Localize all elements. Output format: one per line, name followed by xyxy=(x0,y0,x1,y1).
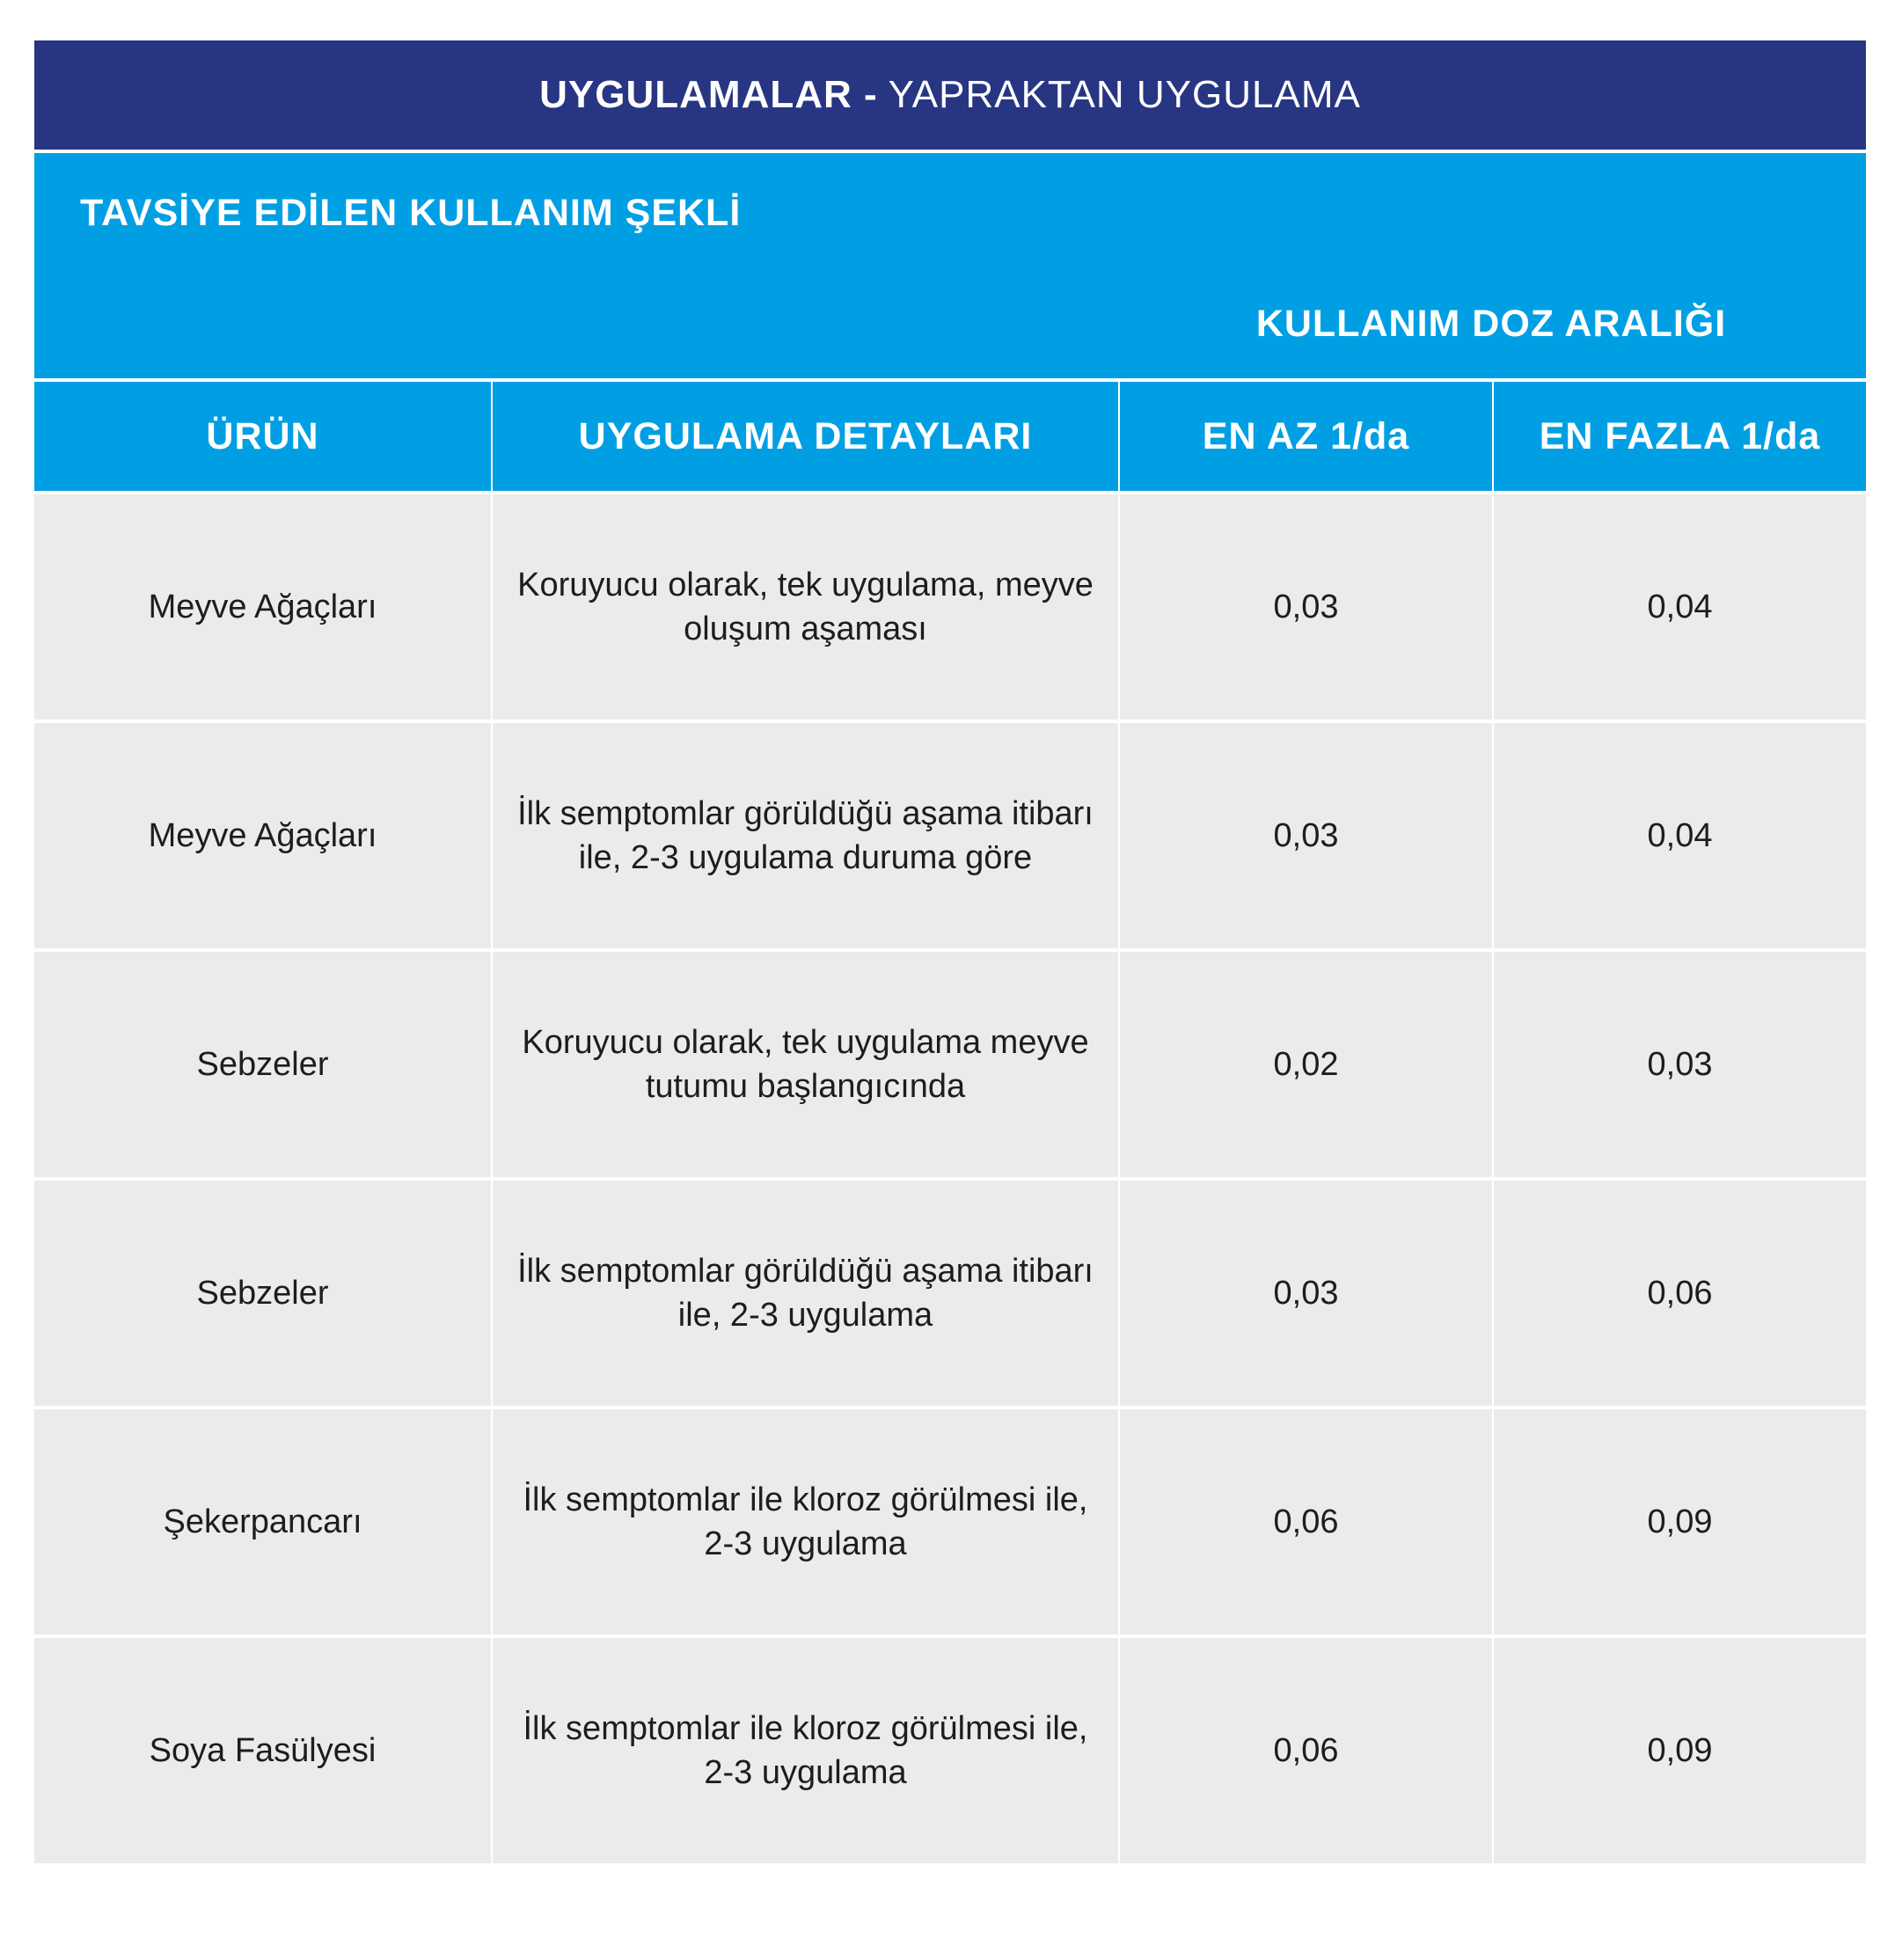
cell-min-dose: 0,03 xyxy=(1120,494,1492,720)
cell-max-dose: 0,09 xyxy=(1494,1409,1866,1635)
cell-min-dose: 0,06 xyxy=(1120,1638,1492,1863)
cell-details: İlk semptomlar görüldüğü aşama itibarı ile, 2-3 uygulama xyxy=(493,1181,1118,1406)
recommended-usage-label: TAVSİYE EDİLEN KULLANIM ŞEKLİ xyxy=(80,192,742,234)
cell-details: İlk semptomlar ile kloroz görülmesi ile, 2-3 uygulama xyxy=(493,1409,1118,1635)
dose-range-label: KULLANIM DOZ ARALIĞI xyxy=(1255,303,1727,345)
cell-product: Meyve Ağaçları xyxy=(34,494,491,720)
cell-details: İlk semptomlar ile kloroz görülmesi ile, 2-3 uygulama xyxy=(493,1638,1118,1863)
cell-max-dose: 0,03 xyxy=(1494,952,1866,1177)
cell-product: Şekerpancarı xyxy=(34,1409,491,1635)
column-header-details: UYGULAMA DETAYLARI xyxy=(493,382,1118,491)
column-header-min-dose: EN AZ 1/da xyxy=(1120,382,1492,491)
cell-min-dose: 0,03 xyxy=(1120,723,1492,948)
application-table xyxy=(34,40,1866,1863)
cell-product: Sebzeler xyxy=(34,952,491,1177)
cell-max-dose: 0,04 xyxy=(1494,494,1866,720)
cell-min-dose: 0,02 xyxy=(1120,952,1492,1177)
cell-max-dose: 0,06 xyxy=(1494,1181,1866,1406)
cell-max-dose: 0,09 xyxy=(1494,1638,1866,1863)
section-header xyxy=(34,153,1866,378)
column-header-max-dose: EN FAZLA 1/da xyxy=(1494,382,1866,491)
cell-details: Koruyucu olarak, tek uygulama, meyve oluşum aşaması xyxy=(493,494,1118,720)
cell-details: Koruyucu olarak, tek uygulama meyve tutumu başlangıcında xyxy=(493,952,1118,1177)
title-bold: UYGULAMALAR - xyxy=(539,73,878,116)
column-header-product: ÜRÜN xyxy=(34,382,491,491)
cell-details: İlk semptomlar görüldüğü aşama itibarı ile, 2-3 uygulama duruma göre xyxy=(493,723,1118,948)
cell-max-dose: 0,04 xyxy=(1494,723,1866,948)
cell-product: Sebzeler xyxy=(34,1181,491,1406)
cell-min-dose: 0,03 xyxy=(1120,1181,1492,1406)
dose-table xyxy=(34,382,1866,1863)
table-title-bar xyxy=(34,40,1866,150)
title-light: YAPRAKTAN UYGULAMA xyxy=(888,73,1361,116)
cell-product: Meyve Ağaçları xyxy=(34,723,491,948)
cell-product: Soya Fasülyesi xyxy=(34,1638,491,1863)
cell-min-dose: 0,06 xyxy=(1120,1409,1492,1635)
